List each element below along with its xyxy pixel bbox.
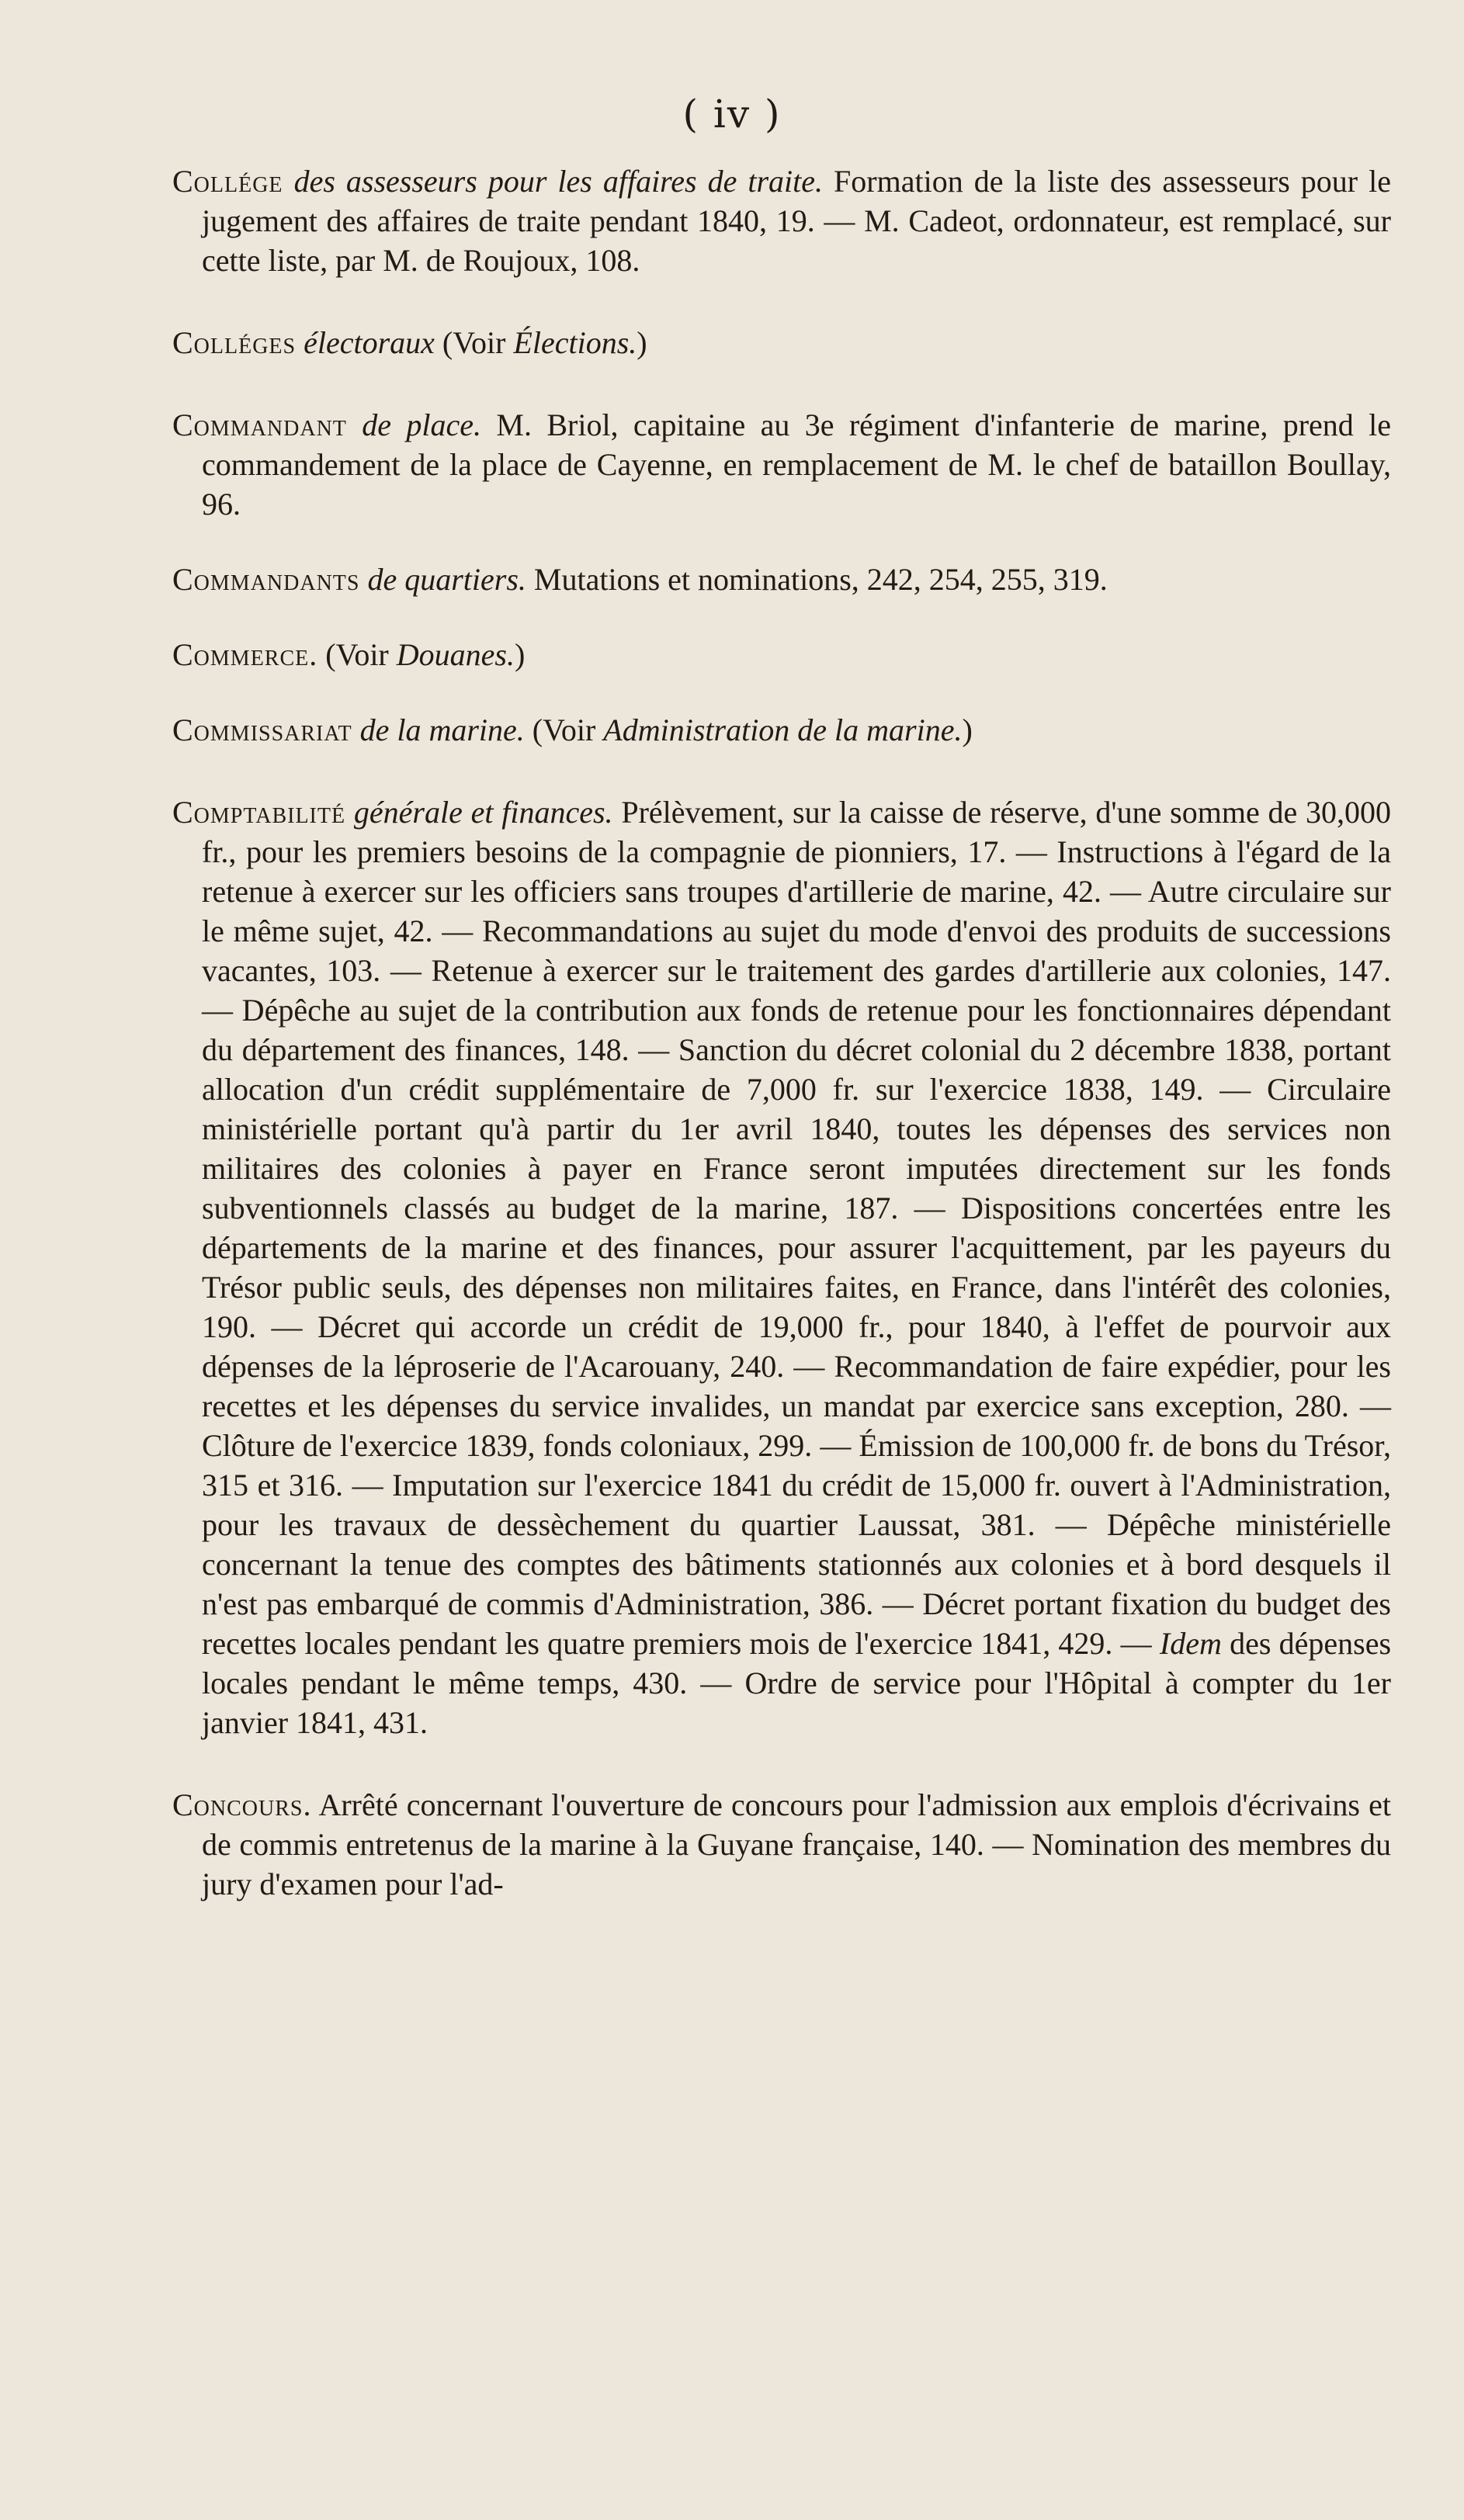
entry-qualifier: de la marine. [359, 712, 525, 747]
entry-body: M. Briol, capitaine au 3e régiment d'infanterie de marine, prend le commandement de la place de Cayenne, en remplacement de M. le chef de bataillon Boullay, 96. [202, 407, 1392, 522]
index-entry-comptabilite [172, 792, 1391, 1742]
entry-qualifier: de place. [362, 407, 482, 442]
entry-body: Formation de la liste des assesseurs pour le jugement des affaires de traite pendant 1840, 19. — M. Cadeot, ordonnateur, est remplacé, sur cette liste, par M. de Roujoux, 108. [202, 164, 1391, 278]
entry-cross-reference: Élections. [513, 325, 637, 360]
entry-qualifier: des assesseurs pour les affaires de traite. [293, 164, 824, 199]
entry-headword: Colléges [172, 325, 297, 360]
entry-headword: Commerce. [172, 637, 318, 672]
entry-body: (Voir [532, 712, 596, 747]
index-entry-commerce [172, 635, 1391, 674]
entry-body-end: ) [514, 637, 526, 672]
entry-qualifier: électoraux [304, 325, 435, 360]
entry-headword: Commandant [172, 407, 347, 442]
index-entry-colleges [172, 323, 1391, 362]
index-entry-concours [172, 1785, 1391, 1904]
entry-body: Mutations et nominations, 242, 254, 255, 319. [533, 562, 1108, 597]
entry-body: Prélèvement, sur la caisse de réserve, d'une somme de 30,000 fr., pour les premiers besoins de la compagnie de pionniers, 17. — Instructions à l'égard de la retenue à exercer sur les officiers sans troupes d'artillerie de marine, 42. — Autre circulaire sur le même sujet, 42. — Recommandations au sujet du mode d'envoi des produits de successions vacantes, 103. — Retenue à exercer sur le traitement des gardes d'artillerie aux colonies, 147. — Dépêche au sujet de la contribution aux fonds de retenue pour les fonctionnaires dépendant du département des finances, 148. — Sanction du décret colonial du 2 décembre 1838, portant allocation d'un crédit supplémentaire de 7,000 fr. sur l'exercice 1838, 149. — Circulaire ministérielle portant qu'à partir du 1er avril 1840, toutes les dépenses des services non militaires des colonies à payer en France seront imputées directement sur les fonds subventionnels classés au budget de la marine, 187. — Dispositions concertées entre les départements de la marine et des finances, pour assurer l'acquittement, par les payeurs du Trésor public seuls, des dépenses non militaires faites, en France, dans l'intérêt des colonies, 190. — Décret qui accorde un crédit de 19,000 fr., pour 1840, à l'effet de pourvoir aux dépenses de la léproserie de l'Acarouany, 240. — Recommandation de faire expédier, pour les recettes et les dépenses du service invalides, un mandat par exercice sans exception, 280. — Clôture de l'exercice 1839, fonds coloniaux, 299. — Émission de 100,000 fr. de bons du Trésor, 315 et 316. — Imputation sur l'exercice 1841 du crédit de 15,000 fr. ouvert à l'Administration, pour les travaux de dessèchement du quartier Laussat, 381. — Dépêche ministérielle concernant la tenue des comptes des bâtiments stationnés aux colonies et à bord desquels il n'est pas embarqué de commis d'Administration, 386. — Décret portant fixation du budget des recettes locales pendant les quatre premiers mois de l'exercice 1841, 429. — [202, 795, 1392, 1661]
entry-headword: Comptabilité [172, 795, 346, 830]
entry-headword: Concours. [172, 1787, 312, 1822]
entry-body-end: ) [637, 325, 647, 360]
index-entry-commissariat [172, 710, 1391, 750]
entry-headword: Collége [172, 164, 283, 199]
entry-headword: Commandants [172, 562, 360, 597]
entry-cross-reference: Idem [1159, 1626, 1222, 1661]
entry-cross-reference: Administration de la marine. [603, 712, 963, 747]
entry-body: (Voir [325, 637, 389, 672]
entry-cross-reference: Douanes. [396, 637, 515, 672]
entry-qualifier: générale et finances. [353, 795, 613, 830]
index-entry-commandant [172, 405, 1391, 524]
entry-qualifier: de quartiers. [367, 562, 526, 597]
entry-headword: Commissariat [172, 712, 352, 747]
entry-body-end: ) [962, 712, 973, 747]
page-number: ( iv ) [682, 92, 782, 137]
index-entries [172, 161, 1391, 1904]
entry-body: Arrêté concernant l'ouverture de concours pour l'admission aux emplois d'écrivains et de commis entretenus de la marine à la Guyane française, 140. — Nomination des membres du jury d'examen pour l'ad- [202, 1787, 1392, 1901]
entry-body-end: des dépenses locales pendant le même temps, 430. — Ordre de service pour l'Hôpital à compter du 1er janvier 1841, 431. [202, 1626, 1392, 1740]
index-entry-commandants [172, 560, 1391, 599]
entry-body: (Voir [442, 325, 506, 360]
index-entry-college [172, 161, 1391, 280]
